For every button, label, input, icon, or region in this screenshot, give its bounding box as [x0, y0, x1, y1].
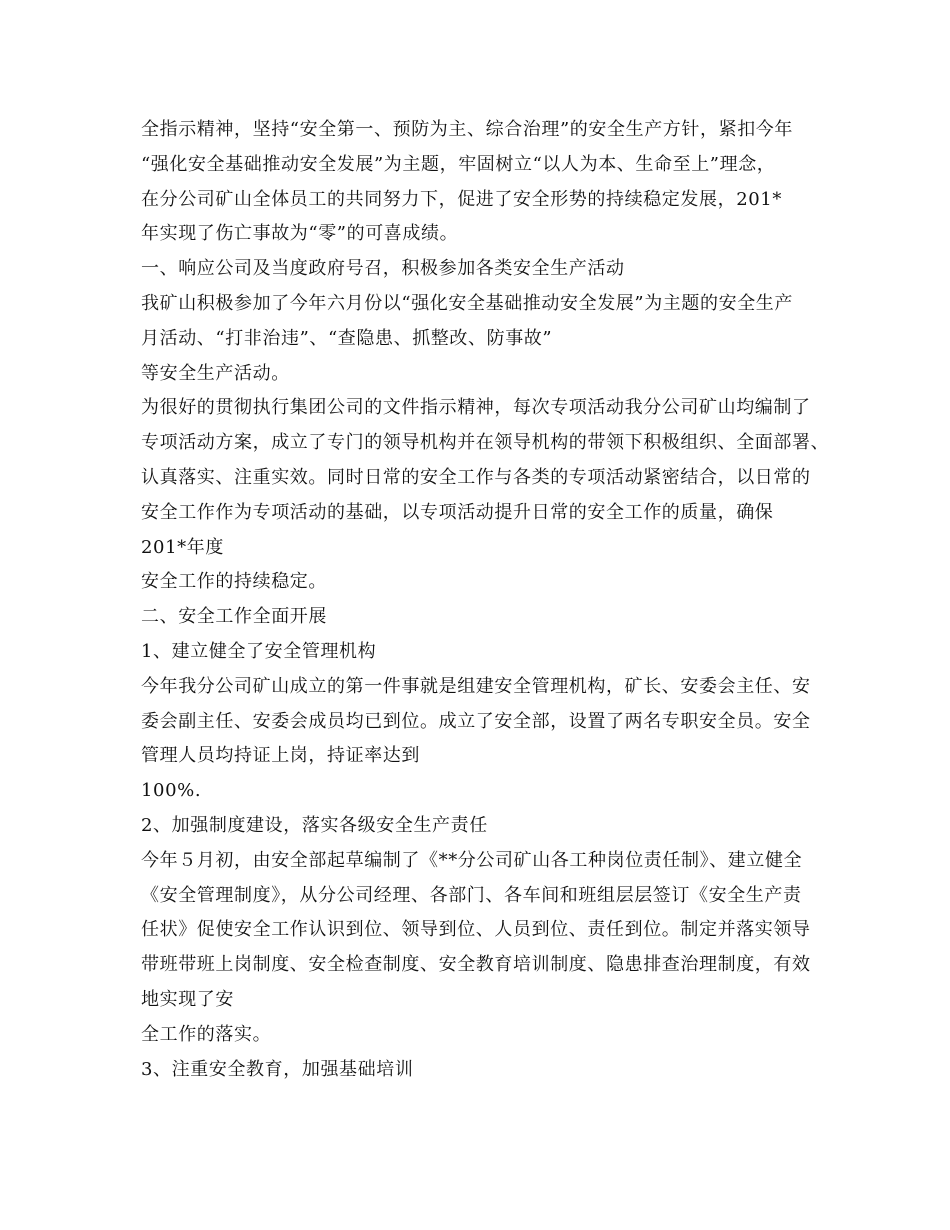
text-line: 任状》促使安全工作认识到位、领导到位、人员到位、责任到位。制定并落实领导 — [141, 919, 811, 941]
subsection-heading: 3、注重安全教育，加强基础培训 — [141, 1058, 414, 1080]
text-line: 安全工作作为专项活动的基础，以专项活动提升日常的安全工作的质量，确保 — [141, 501, 774, 523]
text-line: 今年５月初，由安全部起草编制了《**分公司矿山各工种岗位责任制》、建立健全 — [141, 849, 803, 871]
text-line: 100%. — [141, 780, 202, 802]
text-line: 全工作的落实。 — [141, 1023, 272, 1045]
text-line: 带班带班上岗制度、安全检查制度、安全教育培训制度、隐患排查治理制度，有效 — [141, 954, 811, 976]
text-line: 专项活动方案，成立了专门的领导机构并在领导机构的带领下积极组织、全面部署、 — [141, 432, 830, 454]
text-line: 地实现了安 — [141, 988, 234, 1010]
text-line: 安全工作的持续稳定。 — [141, 571, 327, 593]
subsection-heading: 1、建立健全了安全管理机构 — [141, 640, 377, 662]
text-line: 今年我分公司矿山成立的第一件事就是组建安全管理机构，矿长、安委会主任、安 — [141, 675, 811, 697]
subsection-heading: 2、加强制度建设，落实各级安全生产责任 — [141, 814, 488, 836]
text-line: 全指示精神，坚持“安全第一、预防为主、综合治理”的安全生产方针，紧扣今年 — [141, 119, 794, 140]
text-line: 等安全生产活动。 — [141, 362, 290, 384]
text-line: 月活动、“打非治违”、“查隐患、抓整改、防事故” — [141, 327, 553, 349]
text-line: 委会副主任、安委会成员均已到位。成立了安全部，设置了两名专职安全员。安全 — [141, 710, 811, 732]
text-line: 管理人员均持证上岗，持证率达到 — [141, 745, 420, 767]
text-line: 认真落实、注重实效。同时日常的安全工作与各类的专项活动紧密结合，以日常的 — [141, 466, 811, 488]
section-heading: 二、安全工作全面开展 — [141, 606, 327, 628]
text-line: “强化安全基础推动安全发展”为主题，牢固树立“以人为本、生命至上”理念， — [141, 153, 776, 175]
text-line: 《安全管理制度》，从分公司经理、各部门、各车间和班组层层签订《安全生产责 — [141, 884, 802, 906]
text-line: 年实现了伤亡事故为“零”的可喜成绩。 — [141, 223, 459, 245]
text-line: 我矿山积极参加了今年六月份以“强化安全基础推动安全发展”为主题的安全生产 — [141, 292, 794, 314]
text-line: 201*年度 — [141, 536, 224, 558]
document-body — [141, 113, 831, 1087]
text-line: 在分公司矿山全体员工的共同努力下，促进了安全形势的持续稳定发展，201* — [141, 188, 782, 210]
section-heading: 一、响应公司及当度政府号召，积极参加各类安全生产活动 — [141, 258, 625, 280]
text-line: 为很好的贯彻执行集团公司的文件指示精神，每次专项活动我分公司矿山均编制了 — [141, 397, 811, 419]
